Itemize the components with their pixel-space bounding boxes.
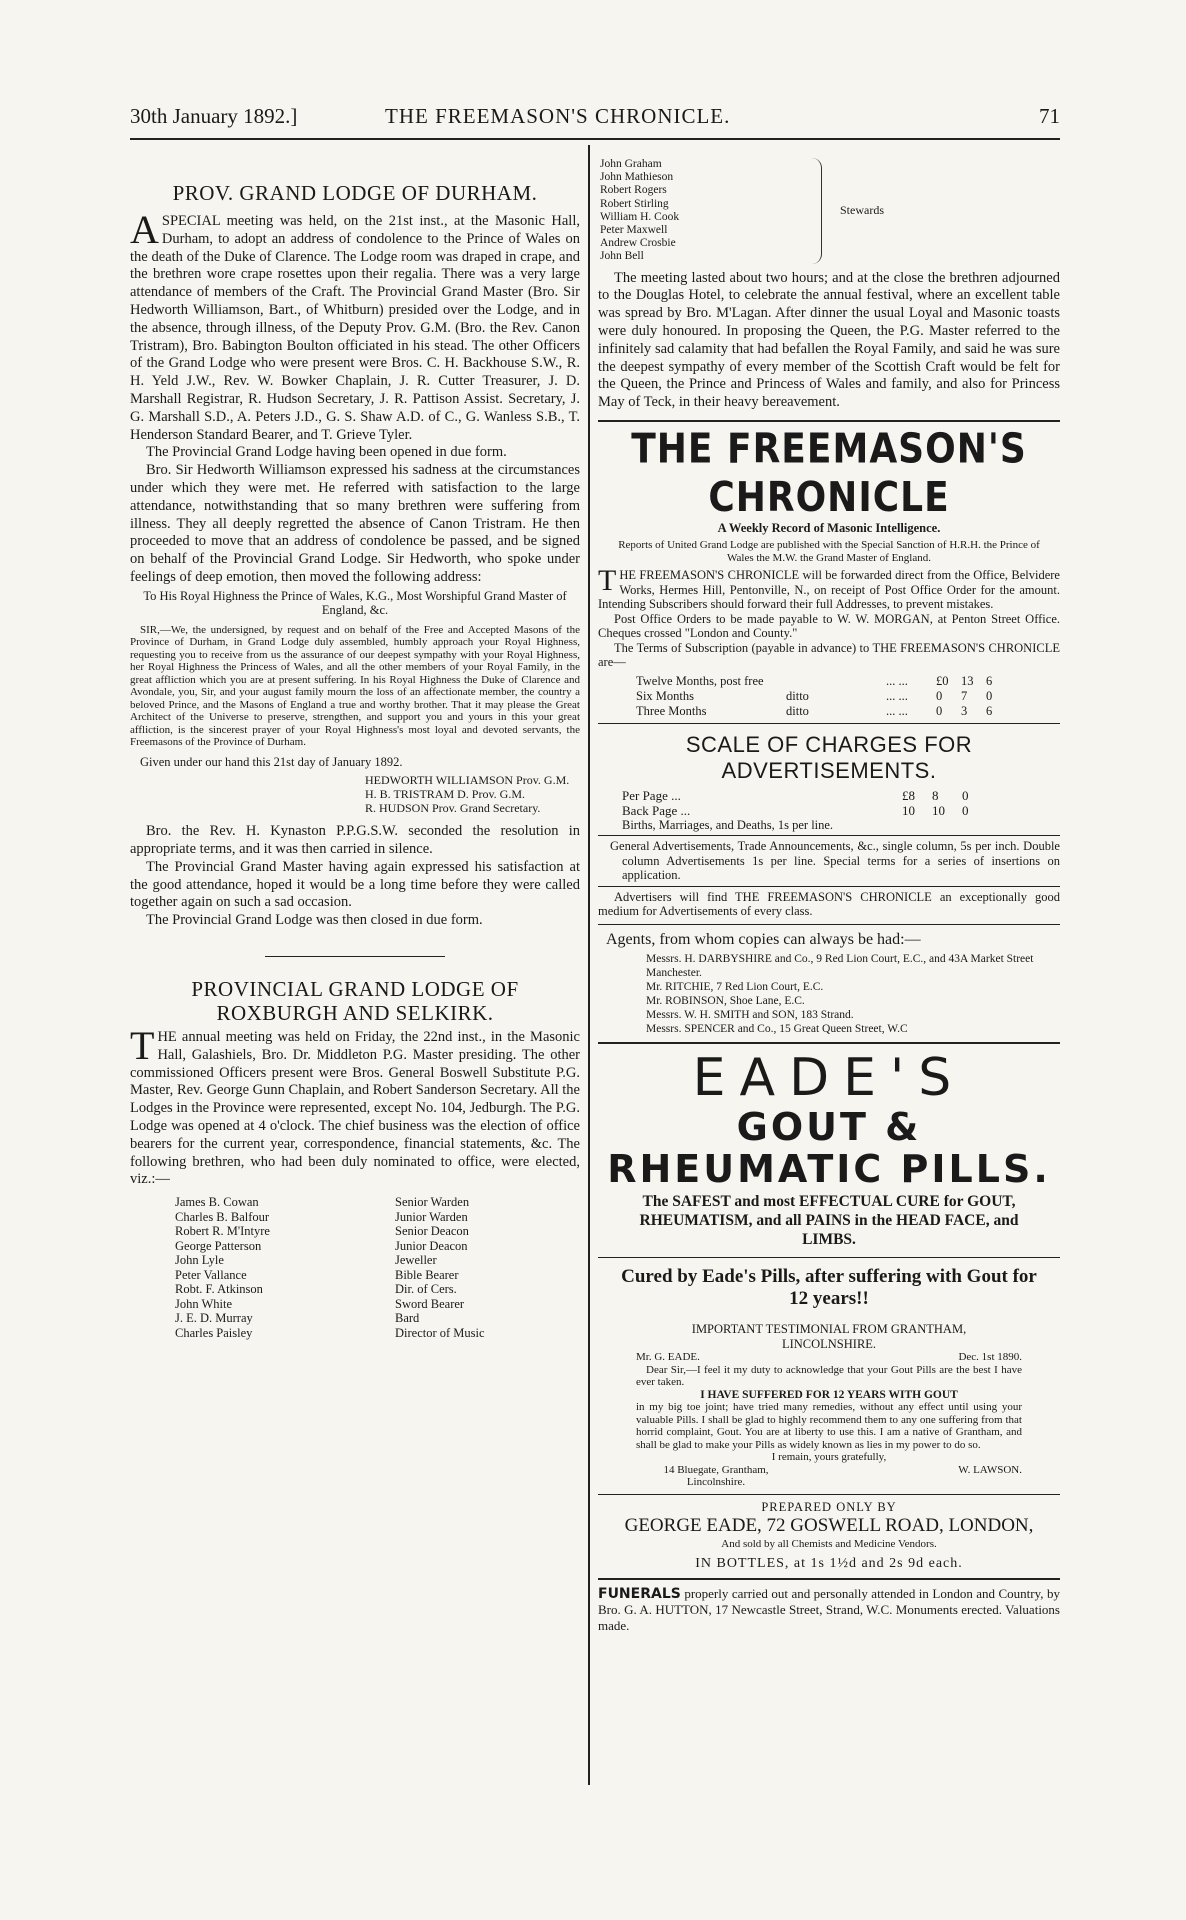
- divider: [598, 1578, 1060, 1580]
- brace: [810, 158, 822, 264]
- header-rule: [130, 138, 1060, 140]
- terms-intro: The Terms of Subscription (payable in advance) to THE FREEMASON'S CHRONICLE are—: [598, 640, 1060, 670]
- signature: H. B. TRISTRAM D. Prov. G.M.: [365, 787, 526, 802]
- dropcap: A: [130, 207, 159, 252]
- signature: R. HUDSON Prov. Grand Secretary.: [365, 801, 541, 816]
- durham-para6: The Provincial Grand Lodge was then closed in due form.: [146, 912, 483, 929]
- agents-list: [598, 952, 1060, 1036]
- roxburgh-para1: THE annual meeting was held on Friday, the 22nd inst., in the Masonic Hall, Galashiels, Bro. Dr. Middleton P.G. Master presiding. The other commissioned Officers present were Bros. General Boswell Substitute P.G. Master, Rev. George Gunn Chaplain, and Robert Sanderson Secretary. All the Lodges in the Province were represented, except No. 104, Jedburgh. The P.G. Lodge was opened at 4 o'clock. The chief business was the election of office bearers for the current year, correspondence, financial statements, &c. The following brethren, who had been duly nominated to office, were elected, viz.:—: [130, 1023, 580, 1188]
- column-rule: [588, 145, 590, 1785]
- eade-name: EADE'S: [692, 1047, 966, 1108]
- agents-title: Agents, from whom copies can always be had:—: [606, 931, 921, 949]
- officers-list: James B. Cowan Senior Warden Charles B. Balfour Junior Warden Robert R. M'Intyre Senior Deacon George Patterson Junior Deacon John Lyle Jeweller Peter Vallance Bible Bearer Robt. F. Atkinson Dir. of Cers. John White Sword Bearer J. E. D. Murray Bard Charles Paisley Director of Music: [175, 1195, 485, 1340]
- roxburgh-closing: The meeting lasted about two hours; and at the close the brethren adjourned to the Douglas Hotel, to celebrate the annual festival, where an excellent table was spread by Bro. M'Lagan. After dinner the usual Loyal and Masonic toasts were duly honoured. In proposing the Queen, the P.G. Master referred to the infinitely sad calamity that had befallen the Royal Family, and said he was sure the deepest sympathy of every member of the Scottish Craft would be felt for the Queen, the Prince and Princess of Wales and family, and also for Princess May of Teck, in their heavy bereavement.: [598, 269, 1060, 411]
- signatures: [130, 773, 580, 815]
- divider: [598, 924, 1060, 926]
- address-body: SIR,—We, the undersigned, by request and on behalf of the Free and Accepted Masons of the Province of Durham, in Grand Lodge duly assembled, humbly approach your Royal Highness, requesting you to receive from us the assurance of our deepest sympathy with your Royal Highness, her Royal Highness the Princess of Wales, and all the other members of your Royal Family, in the great affliction which you are at present suffering. In his Royal Highness the Duke of Clarence and Avondale, you, Sir, and your august family mourn the loss of an affectionate member, the country a beloved Prince, and the Masons of England a true and worthy brother. That it may please the Great Architect of the Universe to preserve, strengthen, and support you and yours in this your great affliction, is the sincerest prayer of your Royal Highness's most loyal and devoted servants, the Freemasons of the Province of Durham.: [130, 623, 580, 749]
- agent: Messrs. W. H. SMITH and SON, 183 Strand.: [646, 1009, 854, 1022]
- page-header: [130, 104, 1060, 134]
- masthead-subtitle: A Weekly Record of Masonic Intelligence.: [717, 520, 941, 535]
- stewards-list: John Graham John Mathieson Robert Rogers Robert Stirling William H. Cook Peter Maxwell Andrew Crosbie John Bell Stewards: [598, 158, 1060, 264]
- given-line: Given under our hand this 21st day of January 1892.: [140, 754, 403, 769]
- dropcap: T: [130, 1023, 155, 1069]
- masthead-title: THE FREEMASON'S CHRONICLE: [631, 425, 1027, 521]
- agent: Messrs. H. DARBYSHIRE and Co., 9 Red Lion Court, E.C., and 43A Market Street Manchester.: [646, 953, 1034, 980]
- eade-tagline: The SAFEST and most EFFECTUAL CURE for GOUT, RHEUMATISM, and all PAINS in the HEAD FACE, and LIMBS.: [639, 1192, 1019, 1248]
- sold-by: And sold by all Chemists and Medicine Vendors.: [721, 1538, 937, 1551]
- births-line: Births, Marriages, and Deaths, 1s per line.: [622, 817, 834, 832]
- durham-para5: The Provincial Grand Master having again expressed his satisfaction at the good attendance, hoped it would be a long time before they were called together again on such a sad occasion.: [130, 858, 580, 911]
- charges-title: SCALE OF CHARGES FOR ADVERTISEMENTS.: [685, 731, 973, 783]
- testimonial-title: IMPORTANT TESTIMONIAL FROM GRANTHAM, LINCOLNSHIRE.: [691, 1322, 967, 1351]
- right-column: [598, 158, 1060, 1633]
- divider: [598, 886, 1060, 887]
- durham-heading: PROV. GRAND LODGE OF DURHAM.: [172, 181, 538, 205]
- divider: [598, 1257, 1060, 1259]
- agent: Messrs. SPENCER and Co., 15 Great Queen Street, W.C: [646, 1023, 908, 1036]
- agent: Mr. RITCHIE, 7 Red Lion Court, E.C.: [646, 981, 824, 994]
- left-column: [130, 175, 580, 1340]
- durham-para4: Bro. the Rev. H. Kynaston P.P.G.S.W. seconded the resolution in appropriate terms, and it was then carried in silence.: [130, 823, 580, 858]
- testimonial-letter: Mr. G. EADE. Dec. 1st 1890. Dear Sir,—I feel it my duty to acknowledge that your Gout Pills are the best I have ever taken. I HAVE SUFFERED FOR 12 YEARS WITH GOUT in my big toe joint; have tried many remedies, without any effect until using your valuable Pills. I shall be glad to highly recommend them to any one suffering from that horrid complaint, Gout. You are at liberty to use this. I am a native of Grantham, and shall be glad to make your Pills as widely known as lies in my power to do so. I remain, yours gratefully, 14 Bluegate, Grantham, Lincolnshire. W. LAWSON.: [636, 1351, 1022, 1489]
- charges-table: Per Page ... £8 8 0 Back Page ... 10 10 0: [622, 787, 969, 818]
- stewards-label: Stewards: [840, 203, 884, 218]
- divider: [598, 1494, 1060, 1495]
- subscription-notice: THE FREEMASON'S CHRONICLE will be forwarded direct from the Office, Belvidere Works, Hermes Hill, Pentonville, N., on receipt of Post Office Order for the amount. Intending Subscribers should forward their full Addresses, to prevent mistakes.: [598, 564, 1060, 612]
- post-office-orders: Post Office Orders to be made payable to W. W. MORGAN, at Penton Street Office. Cheques crossed "London and County.": [598, 611, 1060, 641]
- section-divider: [265, 956, 445, 957]
- durham-para3: Bro. Sir Hedworth Williamson expressed his sadness at the circumstances under which they were met. He referred with satisfaction to the large attendance, notwithstanding that so many brethren were suffering from illness. They all deeply regretted the absence of Canon Tristram. He then proceeded to move that an address of condolence be passed, and be signed on behalf of the Provincial Grand Lodge. Sir Hedworth, who spoke under feelings of deep emotion, then moved the following address:: [130, 462, 580, 585]
- section-rule: [598, 723, 1060, 724]
- bottle-prices: IN BOTTLES, at 1s 1½d and 2s 9d each.: [695, 1555, 963, 1571]
- maker-address: GEORGE EADE, 72 GOSWELL ROAD, LONDON,: [624, 1515, 1034, 1537]
- page-number: 71: [1039, 104, 1060, 128]
- terms-table: Twelve Months, post free ... ... £0 13 6 Six Months ditto ... ... 0 7 0 Three Months ditto ... ... 0 3 6: [636, 673, 993, 718]
- newspaper-title: THE FREEMASON'S CHRONICLE.: [385, 104, 731, 128]
- advertisers-note: Advertisers will find THE FREEMASON'S CHRONICLE an exceptionally good medium for Advertisements of every class.: [598, 889, 1060, 919]
- address-to: To His Royal Highness the Prince of Wales, K.G., Most Worshipful Grand Master of England, &c.: [143, 588, 567, 618]
- sanction-note: Reports of United Grand Lodge are published with the Special Sanction of H.R.H. the Prince of Wales the M.W. the Grand Master of England.: [618, 539, 1040, 564]
- general-ads: General Advertisements, Trade Announcements, &c., single column, 5s per inch. Double column Advertisements 1s per line. Special terms for a series of insertions on application.: [610, 839, 1060, 883]
- roxburgh-heading: PROVINCIAL GRAND LODGE OF ROXBURGH AND SELKIRK.: [191, 977, 519, 1026]
- divider: [598, 1042, 1060, 1044]
- dropcap: T: [598, 564, 617, 598]
- agent: Mr. ROBINSON, Shoe Lane, E.C.: [646, 995, 805, 1008]
- eade-cured: Cured by Eade's Pills, after suffering with Gout for 12 years!!: [621, 1266, 1037, 1310]
- funerals-ad: FUNERALS properly carried out and personally attended in London and Country, by Bro. G. A. HUTTON, 17 Newcastle Street, Strand, W.C. Monuments erected. Valuations made.: [598, 1585, 1060, 1633]
- divider: [598, 835, 1060, 836]
- masthead-rule: [598, 420, 1060, 422]
- durham-para1: ASPECIAL meeting was held, on the 21st inst., at the Masonic Hall, Durham, to adopt an address of condolence to the Prince of Wales on the death of the Duke of Clarence. The Lodge room was draped in crape, and the brethren wore crape rosettes upon their regalia. There was a very large attendance of members of the Craft. The Provincial Grand Master (Bro. Sir Hedworth Williamson, Bart., of Whitburn) presided over the Lodge, and in the absence, through illness, of the Deputy Prov. G.M. (Bro. the Rev. Canon Tristram), Bro. Babington Boulton officiated in his stead. The other Officers of the Grand Lodge who were present were Bros. C. H. Backhouse S.W., R. H. Yeld J.W., Rev. W. Bowker Chaplain, J. R. Cutter Treasurer, J. D. Marshall Registrar, R. Hudson Secretary, J. R. Pattison Assist. Secretary, J. G. Marshall S.D., A. Peters J.D., G. S. Shaw A.D. of C., G. Wanless S.B., T. Henderson Standard Bearer, and T. Grieve Tyler.: [130, 207, 580, 443]
- issue-date: 30th January 1892.]: [130, 104, 298, 128]
- durham-para2: The Provincial Grand Lodge having been opened in due form.: [146, 444, 507, 461]
- prepared-by: PREPARED ONLY BY: [761, 1499, 897, 1514]
- eade-product: GOUT & RHEUMATIC PILLS.: [607, 1104, 1051, 1191]
- signature: HEDWORTH WILLIAMSON Prov. G.M.: [365, 773, 570, 788]
- funerals-word: FUNERALS: [598, 1585, 681, 1602]
